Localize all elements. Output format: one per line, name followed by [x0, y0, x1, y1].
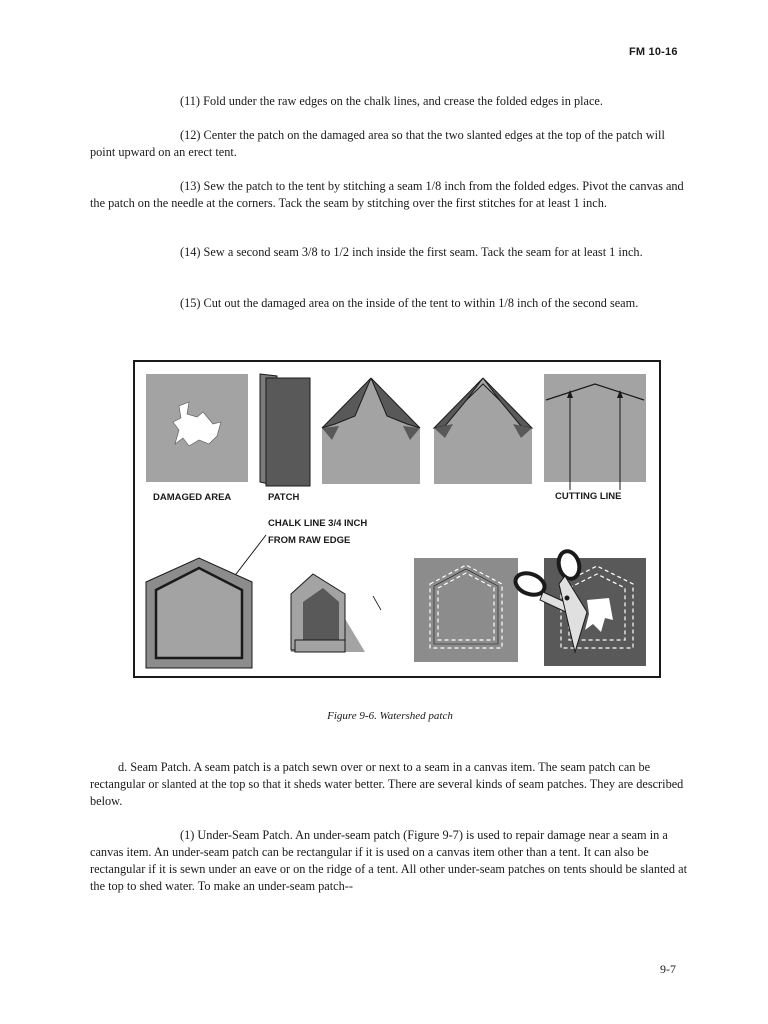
figure-illustration	[135, 362, 659, 676]
step-11-paragraph: (11) Fold under the raw edges on the chalk lines, and crease the folded edges in place.	[180, 94, 603, 108]
chalk-line-label-line-1: CHALK LINE 3/4 INCH	[268, 518, 368, 529]
page-number: 9-7	[660, 962, 676, 976]
patch-panel	[260, 374, 310, 486]
stitched-patch-panel	[414, 558, 518, 662]
document-id-header: FM 10-16	[629, 46, 678, 58]
cutting-line-label: CUTTING LINE	[555, 491, 622, 502]
step-15-paragraph: (15) Cut out the damaged area on the inside of the tent to within 1/8 inch of the second seam.	[180, 296, 639, 310]
cutting-line-panel	[544, 374, 646, 490]
step-12-paragraph: (12) Center the patch on the damaged area so that the two slanted edges at the top of the patch will point upward on an erect tent.	[90, 128, 665, 159]
watershed-patch-figure	[133, 360, 661, 678]
damaged-area-label: DAMAGED AREA	[153, 492, 232, 503]
patch-label: PATCH	[268, 492, 300, 503]
figure-caption: Figure 9-6. Watershed patch	[327, 710, 453, 722]
seam-patch-paragraph: d. Seam Patch. A seam patch is a patch sewn over or next to a seam in a canvas item. The seam patch can be rectangular or slanted at the top so that it sheds water better. There are several kinds of seam patches. They are described below.	[90, 760, 684, 808]
chalk-marked-patch	[146, 558, 252, 668]
folded-edges-patch	[291, 574, 381, 652]
under-seam-patch-paragraph: (1) Under-Seam Patch. An under-seam patch (Figure 9-7) is used to repair damage near a seam in a canvas item. An under-seam patch can be rectangular if it is used on a canvas item other than a tent. It can also be rectangular if it is sewn under an eave or on the ridge of a tent. All other under-seam patches on tents should be slanted at the top to shed water. To make an under-seam patch--	[90, 828, 687, 893]
step-14-paragraph: (14) Sew a second seam 3/8 to 1/2 inch inside the first seam. Tack the seam for at least 1 inch.	[180, 245, 643, 259]
cut-out-panel	[512, 549, 646, 666]
step-13-paragraph: (13) Sew the patch to the tent by stitching a seam 1/8 inch from the folded edges. Pivot the canvas and the patch on the needle at the corners. Tack the seam by stitching over the first stitches for at least 1 inch.	[90, 179, 684, 210]
second-fold-panel	[434, 378, 532, 484]
chalk-line-label-line-2: FROM RAW EDGE	[268, 535, 351, 546]
folded-corners-panel	[322, 378, 420, 484]
damaged-area-panel	[146, 374, 248, 482]
